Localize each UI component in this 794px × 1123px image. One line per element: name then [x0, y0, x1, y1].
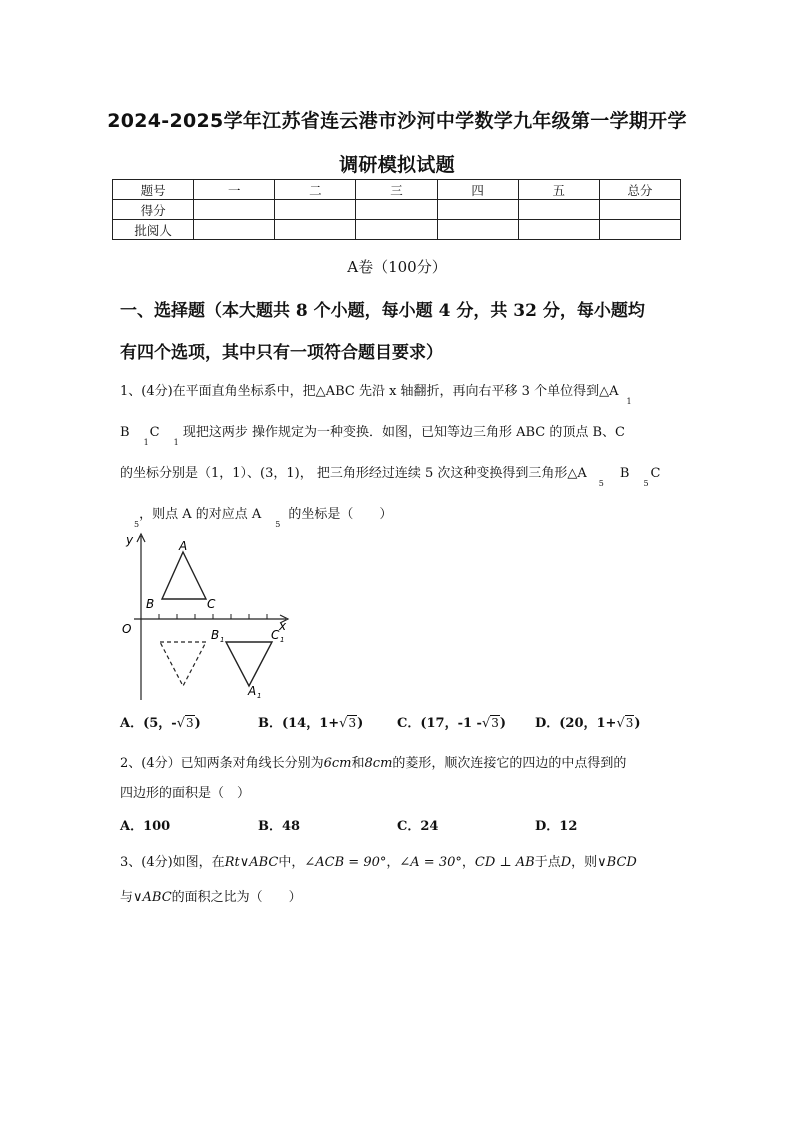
q2-math: 6cm — [323, 756, 352, 771]
score-header-cell: 题号 — [113, 180, 194, 200]
reflected-triangle-dashed — [160, 642, 206, 686]
q3-text: 3、(4分)如图，在 — [120, 855, 225, 870]
score-header-cell: 二 — [275, 180, 356, 200]
score-row-label: 批阅人 — [113, 220, 194, 240]
q1-option-a[interactable] — [120, 712, 201, 731]
q3-math: CD ⊥ AB — [474, 855, 535, 870]
q2-line1 — [120, 752, 626, 771]
score-header-cell: 总分 — [599, 180, 680, 200]
part1-heading-line1: 一、选择题（本大题共 8 个小题，每小题 4 分，共 32 分，每小题均 — [120, 301, 645, 321]
q2-text: 的菱形，顺次连接它的四边的中点得到的 — [392, 756, 627, 771]
q2-line2: 四边形的面积是（ ） — [120, 786, 251, 801]
part1-heading-line2: 有四个选项，其中只有一项符合题目要求） — [120, 343, 443, 363]
q1-text: 的坐标是（ ） — [288, 507, 393, 522]
q3-text: 的面积之比为（ ） — [171, 890, 302, 905]
q3-text: ， — [461, 855, 475, 870]
q2-option-d[interactable]: D．12 — [535, 819, 578, 834]
q3-text: ，则 — [571, 855, 598, 870]
score-cell[interactable] — [437, 200, 518, 220]
reviewer-cell[interactable] — [437, 220, 518, 240]
q1-subscript: 1 — [626, 397, 632, 406]
radicand: 3 — [348, 716, 357, 730]
score-cell[interactable] — [356, 200, 437, 220]
sqrt-symbol: √3 — [176, 716, 194, 731]
q1-line2 — [120, 421, 625, 447]
reviewer-cell[interactable] — [518, 220, 599, 240]
q1-option-d[interactable] — [535, 712, 641, 731]
sqrt-symbol: √3 — [339, 716, 357, 731]
q2-option-a[interactable]: A．100 — [120, 819, 171, 834]
q1-subscript: 5 — [643, 479, 649, 488]
q1-option-c[interactable] — [397, 712, 506, 731]
option-text: ) — [357, 716, 364, 731]
q3-text: ， — [386, 855, 400, 870]
score-row-label: 得分 — [113, 200, 194, 220]
q1-subscript: 1 — [143, 438, 149, 447]
option-text: B．(14，1+ — [258, 716, 340, 731]
score-cell[interactable] — [599, 200, 680, 220]
q3-math: ∨BCD — [597, 855, 637, 870]
option-text: ) — [194, 716, 201, 731]
triangle-a1b1c1 — [226, 642, 272, 686]
q3-text: 中， — [278, 855, 305, 870]
exam-title-line1: 2024-2025学年江苏省连云港市沙河中学数学九年级第一学期开学 — [107, 110, 687, 132]
label-y: y — [126, 533, 134, 547]
option-text: A．(5，- — [120, 716, 177, 731]
q1-line4 — [120, 503, 393, 529]
option-text: D．(20，1+ — [535, 716, 617, 731]
exam-title-line2: 调研模拟试题 — [339, 154, 455, 176]
q1-line1 — [120, 380, 632, 406]
q1-subscript: 5 — [275, 520, 281, 529]
q2-option-c[interactable]: C．24 — [397, 819, 439, 834]
q3-math: Rt∨ABC — [224, 855, 279, 870]
q2-math: 8cm — [364, 756, 393, 771]
option-text: ) — [634, 716, 641, 731]
label-b1: B — [211, 628, 220, 642]
score-table-row — [113, 200, 681, 220]
q1-text: C — [149, 425, 160, 440]
q1-text: 1、(4分)在平面直角坐标系中，把△ABC 先沿 x 轴翻折，再向右平移 3 个单位得到△A — [120, 384, 619, 399]
q1-text: ，则点 A 的对应点 A — [139, 507, 262, 522]
section-a-title: A卷（100分） — [347, 258, 447, 276]
q3-math: ∠A = 30° — [399, 855, 462, 870]
label-a1: A — [248, 684, 257, 698]
radicand: 3 — [185, 716, 194, 730]
label-c: C — [207, 597, 216, 611]
score-header-cell: 一 — [194, 180, 275, 200]
q1-text: B — [619, 466, 630, 481]
q3-line1 — [120, 851, 637, 870]
score-cell[interactable] — [275, 200, 356, 220]
label-a1-sub: 1 — [257, 692, 262, 700]
sqrt-symbol: √3 — [616, 716, 634, 731]
score-header-cell: 五 — [518, 180, 599, 200]
q1-line3 — [120, 462, 661, 488]
q1-text: C — [650, 466, 661, 481]
score-table-row — [113, 220, 681, 240]
radicand: 3 — [491, 716, 499, 730]
q2-text: 和 — [351, 756, 365, 771]
q3-line2 — [120, 886, 302, 905]
label-origin: O — [122, 622, 132, 636]
q3-math: ∨ABC — [133, 890, 172, 905]
q3-math: D — [560, 855, 572, 870]
q1-text: B — [120, 425, 130, 440]
label-x: x — [279, 619, 287, 633]
q1-coordinate-figure — [114, 530, 300, 702]
score-header-cell: 三 — [356, 180, 437, 200]
q3-text: 于点 — [534, 855, 561, 870]
q1-subscript: 5 — [134, 520, 140, 529]
score-cell[interactable] — [194, 200, 275, 220]
q1-subscript: 5 — [598, 479, 604, 488]
reviewer-cell[interactable] — [275, 220, 356, 240]
score-table — [112, 179, 681, 240]
label-c1: C — [271, 628, 280, 642]
option-text: C．(17，-1 - — [397, 716, 482, 731]
label-a: A — [179, 539, 188, 553]
score-header-cell: 四 — [437, 180, 518, 200]
q2-option-b[interactable]: B．48 — [258, 819, 301, 834]
radicand: 3 — [625, 716, 634, 730]
score-table-header-row — [113, 180, 681, 200]
sqrt-symbol: √3 — [481, 716, 499, 731]
reviewer-cell[interactable] — [356, 220, 437, 240]
q3-text: 与 — [120, 890, 134, 905]
q3-math: ∠ACB = 90° — [304, 855, 387, 870]
label-b: B — [146, 597, 155, 611]
score-cell[interactable] — [518, 200, 599, 220]
q1-subscript: 1 — [173, 438, 179, 447]
reviewer-cell[interactable] — [194, 220, 275, 240]
label-b1-sub: 1 — [220, 636, 225, 644]
label-c1-sub: 1 — [280, 636, 285, 644]
triangle-abc — [162, 552, 206, 599]
reviewer-cell[interactable] — [599, 220, 680, 240]
q2-text: 2、(4分）已知两条对角线长分别为 — [120, 756, 324, 771]
q1-text: 的坐标分别是（1，1）、(3，1)， 把三角形经过连续 5 次这种变换得到三角形△A — [120, 466, 587, 481]
q1-text: 现把这两步 操作规定为一种变换．如图，已知等边三角形 ABC 的顶点 B、C — [178, 425, 625, 440]
option-text: ) — [499, 716, 507, 731]
q1-option-b[interactable] — [258, 712, 363, 731]
